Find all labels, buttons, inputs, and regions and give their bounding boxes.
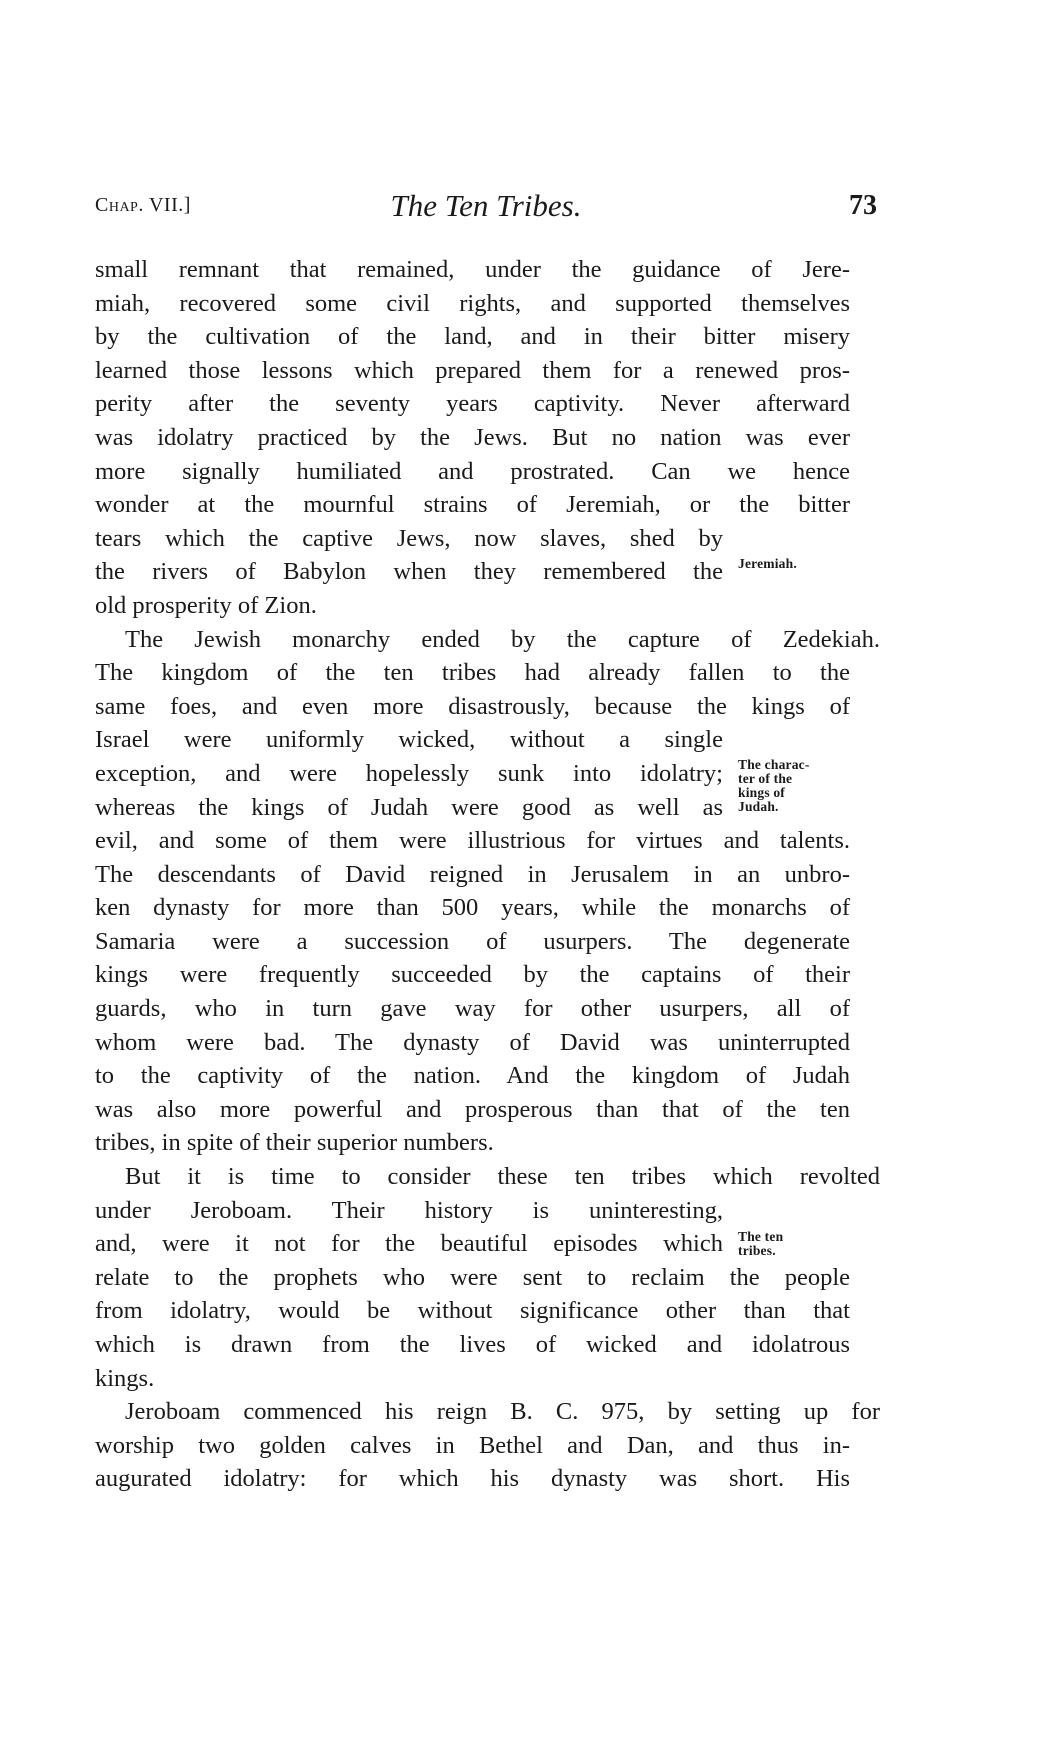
text-line: exception, and were hopelessly sunk into idolatry;	[95, 759, 723, 787]
text-line: under Jeroboam. Their history is uninteresting,	[95, 1196, 723, 1224]
text-line: to the captivity of the nation. And the kingdom of Judah	[95, 1062, 850, 1090]
text-line: more signally humiliated and prostrated. Can we hence	[95, 457, 850, 485]
text-line: old prosperity of Zion.	[95, 591, 317, 619]
text-line: evil, and some of them were illustrious for virtues and talents.	[95, 827, 850, 855]
text-line: guards, who in turn gave way for other usurpers, all of	[95, 995, 850, 1023]
running-header	[95, 190, 877, 230]
text-line: kings were frequently succeeded by the captains of their	[95, 961, 850, 989]
text-line: the rivers of Babylon when they remembered the	[95, 558, 723, 586]
margin-note-tribes	[738, 1230, 783, 1258]
text-line: small remnant that remained, under the guidance of Jere-	[95, 256, 850, 283]
text-line: The descendants of David reigned in Jerusalem in an unbro-	[95, 860, 850, 888]
text-line: was also more powerful and prosperous than that of the ten	[95, 1095, 850, 1123]
chapter-label: Chap. VII.]	[95, 194, 191, 216]
text-line: whereas the kings of Judah were good as well as	[95, 793, 723, 821]
text-line: kings.	[95, 1364, 155, 1392]
margin-note-text: ter of the	[738, 771, 793, 786]
text-line: learned those lessons which prepared them for a renewed pros-	[95, 356, 850, 384]
margin-note-text: Judah.	[738, 799, 779, 814]
text-line: Samaria were a succession of usurpers. The degenerate	[95, 927, 850, 955]
body-text	[95, 253, 880, 1496]
text-line: ken dynasty for more than 500 years, while the monarchs of	[95, 894, 850, 922]
text-line: relate to the prophets who were sent to reclaim the people	[95, 1263, 850, 1291]
text-line: The kingdom of the ten tribes had already fallen to the	[95, 659, 850, 687]
margin-note-text: Jeremiah.	[738, 556, 797, 571]
text-line: same foes, and even more disastrously, because the kings of	[95, 692, 850, 720]
text-line: perity after the seventy years captivity. Never afterward	[95, 390, 850, 418]
paragraph-start: Jeroboam commenced his reign B. C. 975, by setting up for	[125, 1398, 880, 1426]
text-line: wonder at the mournful strains of Jeremiah, or the bitter	[95, 491, 850, 519]
text-line: miah, recovered some civil rights, and supported themselves	[95, 289, 850, 317]
page-number: 73	[849, 190, 877, 221]
margin-note-text: The ten	[738, 1229, 784, 1244]
text-line: tears which the captive Jews, now slaves, shed by	[95, 524, 723, 552]
margin-note-text: The charac-	[738, 757, 810, 772]
margin-note-text: tribes.	[738, 1243, 776, 1258]
text-line: Israel were uniformly wicked, without a single	[95, 726, 723, 754]
running-title: The Ten Tribes.	[390, 188, 582, 223]
margin-note-jeremiah	[738, 557, 797, 571]
text-line: augurated idolatry: for which his dynasty was short. His	[95, 1465, 850, 1493]
paragraph-start: But it is time to consider these ten tribes which revolted	[125, 1163, 880, 1191]
text-line: by the cultivation of the land, and in their bitter misery	[95, 323, 850, 351]
margin-note-kings	[738, 758, 810, 814]
text-line: which is drawn from the lives of wicked and idolatrous	[95, 1331, 850, 1358]
margin-note-text: kings of	[738, 785, 785, 800]
text-line: and, were it not for the beautiful episodes which	[95, 1230, 723, 1258]
text-line: from idolatry, would be without significance other than that	[95, 1297, 850, 1325]
text-line: tribes, in spite of their superior numbers.	[95, 1129, 494, 1157]
text-line: was idolatry practiced by the Jews. But no nation was ever	[95, 423, 850, 451]
text-line: whom were bad. The dynasty of David was uninterrupted	[95, 1028, 850, 1056]
text-line: worship two golden calves in Bethel and Dan, and thus in-	[95, 1431, 850, 1459]
paragraph-start: The Jewish monarchy ended by the capture of Zedekiah.	[125, 625, 880, 653]
